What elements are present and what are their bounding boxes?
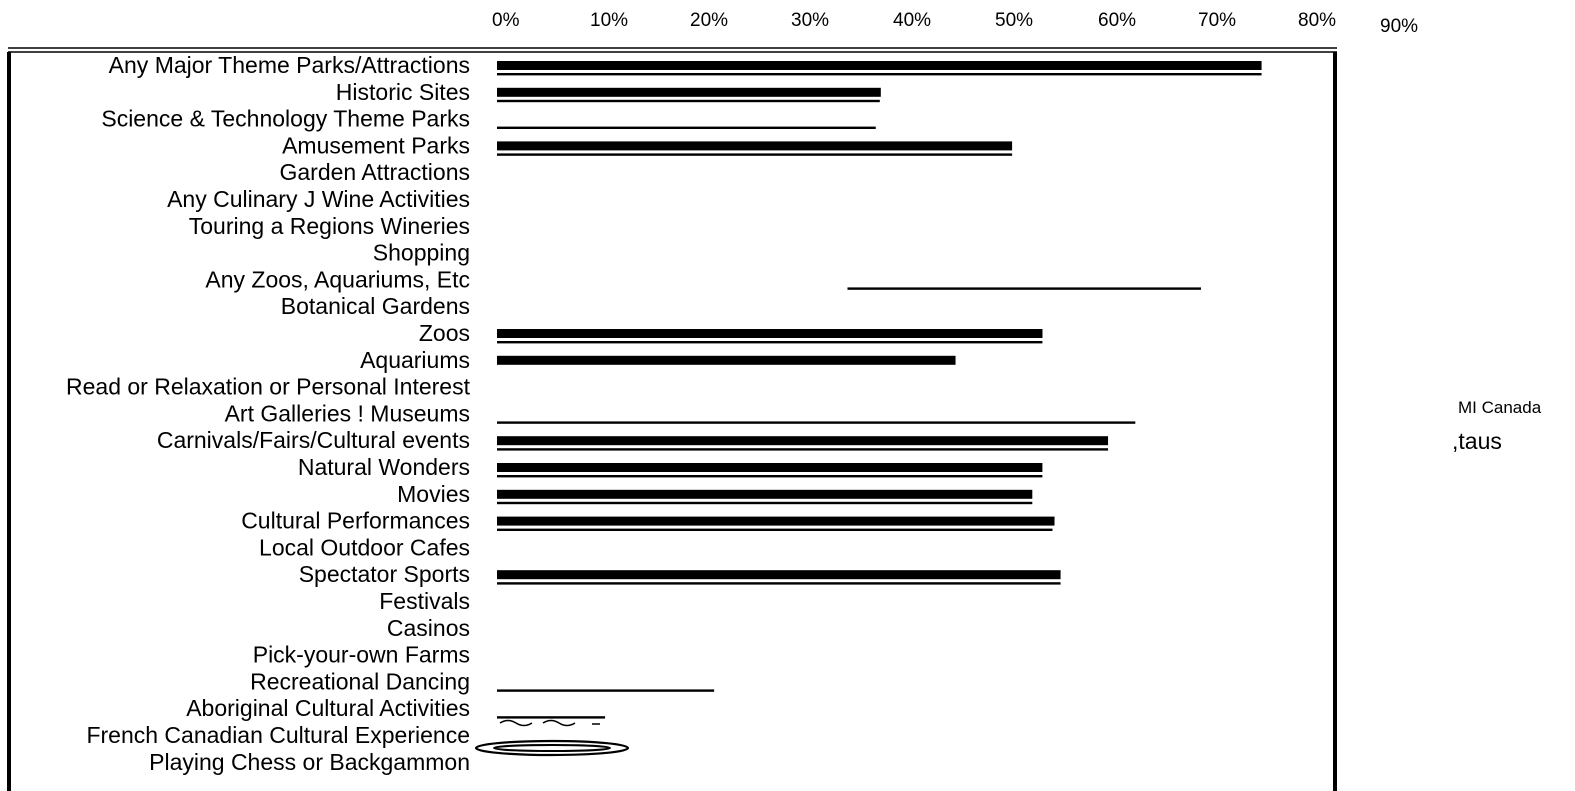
category-label-natural-wonders: Natural Wonders: [297, 454, 470, 480]
bar-canada-movies: [497, 502, 1032, 504]
bar-canada-art-galleries-museums: [497, 421, 1135, 423]
bar-mi-spectator-sports: [497, 570, 1061, 579]
x-tick-label: 0%: [492, 10, 520, 31]
plot-frame: [8, 48, 1337, 791]
category-label-pick-your-own-farms: Pick-your-own Farms: [252, 641, 470, 668]
category-label-aboriginal-cultural-activities: Aboriginal Cultural Activities: [186, 695, 470, 722]
category-label-casinos: Casinos: [386, 614, 470, 641]
x-tick-label: 50%: [995, 10, 1034, 31]
bar-mi-movies: [497, 490, 1032, 499]
bar-mi-aquariums: [497, 356, 956, 365]
x-axis-ticks: [492, 10, 1418, 37]
category-label-cultural-performances: Cultural Performances: [241, 507, 470, 534]
category-label-historic-sites: Historic Sites: [335, 78, 470, 105]
bar-mi-carnivals-fairs-cultural-events: [497, 436, 1108, 445]
x-tick-label: 60%: [1098, 10, 1137, 31]
category-label-touring-a-regions-wineries: Touring a Regions Wineries: [188, 212, 470, 239]
bar-canada-cultural-performances: [497, 529, 1053, 531]
category-labels: [66, 52, 471, 775]
category-label-movies: Movies: [397, 480, 470, 507]
category-label-recreational-dancing: Recreational Dancing: [250, 668, 470, 695]
category-label-french-canadian-cultural-experience: French Canadian Cultural Experience: [86, 722, 470, 748]
bar-mi-historic-sites: [497, 88, 881, 97]
bar-segment-zoos: [847, 329, 1042, 338]
bar-canada-recreational-dancing: [497, 689, 714, 691]
category-label-amusement-parks: Amusement Parks: [282, 132, 470, 159]
legend-text-fragment: ,taus: [1452, 428, 1502, 454]
bar-canada-zoos: [497, 341, 1042, 343]
category-label-art-galleries-museums: Art Galleries ! Museums: [224, 400, 470, 427]
bars: [497, 61, 1262, 719]
category-label-read-or-relaxation-or-personal-interest: Read or Relaxation or Personal Interest: [66, 373, 470, 400]
bar-canada-natural-wonders: [497, 475, 1042, 477]
bar-canada-science-technology-theme-parks: [497, 127, 876, 129]
x-tick-label: 10%: [590, 10, 629, 31]
category-label-zoos: Zoos: [418, 320, 470, 346]
french-canadian-scribble-outer: [476, 741, 628, 755]
category-label-aquariums: Aquariums: [360, 346, 470, 373]
x-tick-label: 20%: [690, 10, 729, 31]
bar-mi-amusement-parks: [497, 141, 1012, 150]
category-label-festivals: Festivals: [379, 588, 470, 614]
category-label-any-culinary-j-wine-activities: Any Culinary J Wine Activities: [167, 186, 470, 212]
category-label-science-technology-theme-parks: Science & Technology Theme Parks: [101, 105, 470, 132]
bar-segment-any-zoos-aquariums-etc: [847, 287, 1201, 289]
bar-canada-carnivals-fairs-cultural-events: [497, 448, 1108, 450]
bar-mi-cultural-performances: [497, 517, 1055, 526]
category-label-garden-attractions: Garden Attractions: [279, 159, 470, 186]
aboriginal-squiggle-mark: [500, 721, 600, 726]
bar-mi-any-major-theme-parks-attractions: [497, 61, 1262, 70]
misc-marks: [476, 721, 628, 756]
x-tick-label: 80%: [1298, 10, 1337, 31]
category-label-playing-chess-or-backgammon: Playing Chess or Backgammon: [149, 748, 470, 775]
bar-canada-spectator-sports: [497, 582, 1061, 584]
x-tick-label: 40%: [893, 10, 932, 31]
category-label-botanical-gardens: Botanical Gardens: [280, 293, 470, 320]
category-label-any-major-theme-parks-attractions: Any Major Theme Parks/Attractions: [108, 52, 470, 78]
bar-canada-historic-sites: [497, 100, 880, 102]
category-label-carnivals-fairs-cultural-events: Carnivals/Fairs/Cultural events: [156, 427, 470, 454]
category-label-local-outdoor-cafes: Local Outdoor Cafes: [259, 534, 470, 561]
bar-canada-aboriginal-cultural-activities: [497, 716, 605, 718]
x-tick-label: 90%: [1380, 16, 1419, 37]
french-canadian-scribble-inner: [494, 745, 610, 751]
legend-text: MI Canada: [1458, 398, 1542, 417]
category-label-spectator-sports: Spectator Sports: [298, 561, 470, 588]
bar-canada-any-major-theme-parks-attractions: [497, 73, 1262, 75]
category-label-any-zoos-aquariums-etc: Any Zoos, Aquariums, Etc: [205, 266, 470, 293]
bar-mi-natural-wonders: [497, 463, 1042, 472]
bar-canada-amusement-parks: [497, 153, 1012, 155]
x-tick-label: 30%: [791, 10, 830, 31]
x-tick-label: 70%: [1198, 10, 1237, 31]
category-label-shopping: Shopping: [372, 239, 470, 266]
